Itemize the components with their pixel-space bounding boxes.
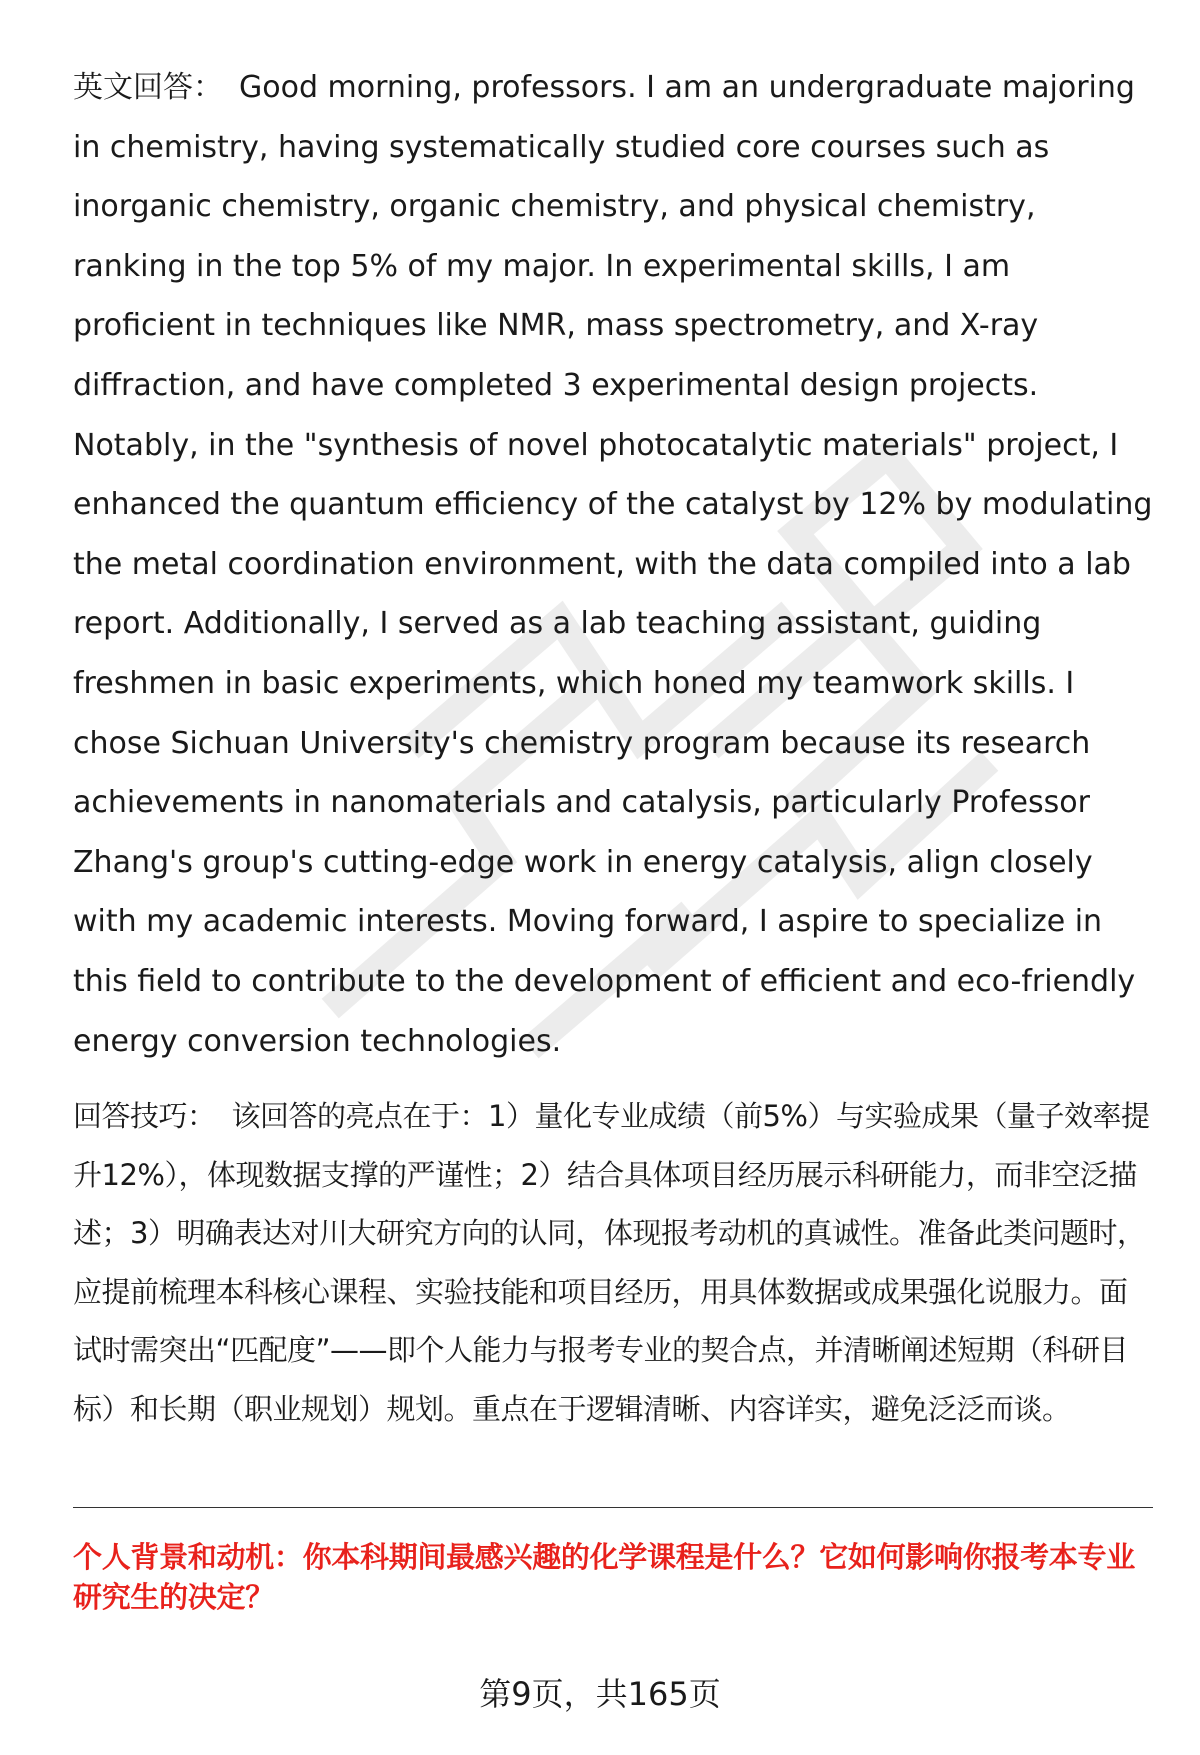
content-area	[73, 58, 1153, 1438]
answer-tips-label: 回答技巧：	[73, 1099, 216, 1134]
section-divider	[73, 1507, 1153, 1508]
next-question-heading: 个人背景和动机：你本科期间最感兴趣的化学课程是什么？它如何影响你报考本专业研究生的决定？	[73, 1540, 1135, 1614]
answer-tips-paragraph	[73, 1087, 1153, 1438]
answer-tips-text: 该回答的亮点在于：1）量化专业成绩（前5%）与实验成果（量子效率提升12%），体现数据支撑的严谨性；2）结合具体项目经历展示科研能力，而非空泛描述；3）明确表达对川大研究方向的认同，体现报考动机的真诚性。准备此类问题时，应提前梳理本科核心课程、实验技能和项目经历，用具体数据或成果强化说服力。面试时需突出“匹配度”——即个人能力与报考专业的契合点，并清晰阐述短期（科研目标）和长期（职业规划）规划。重点在于逻辑清晰、内容详实，避免泛泛而谈。	[73, 1099, 1150, 1426]
english-answer-paragraph	[73, 58, 1153, 1071]
page-number-footer: 第9页，共165页	[479, 1675, 721, 1713]
english-answer-text: Good morning, professors. I am an undergraduate majoring in chemistry, having systematically studied core courses such as inorganic chemistry, organic chemistry, and physical chemistry, ranking in the top 5% of my major. In experimental skills, I am proficient in techniques like NMR, mass spectrometry, and X-ray diffraction, and have completed 3 experimental design projects. Notably, in the "synthesis of novel photocatalytic materials" project, I enhanced the quantum efficiency of the catalyst by 12% by modulating the metal coordination environment, with the data compiled into a lab report. Additionally, I served as a lab teaching assistant, guiding freshmen in basic experiments, which honed my teamwork skills. I chose Sichuan University's chemistry program because its research achievements in nanomaterials and catalysis, particularly Professor Zhang's group's cutting-edge work in energy catalysis, align closely with my academic interests. Moving forward, I aspire to specialize in this field to contribute to the development of efficient and eco-friendly energy conversion technologies.	[73, 70, 1153, 1059]
english-answer-label: 英文回答：	[73, 70, 223, 105]
